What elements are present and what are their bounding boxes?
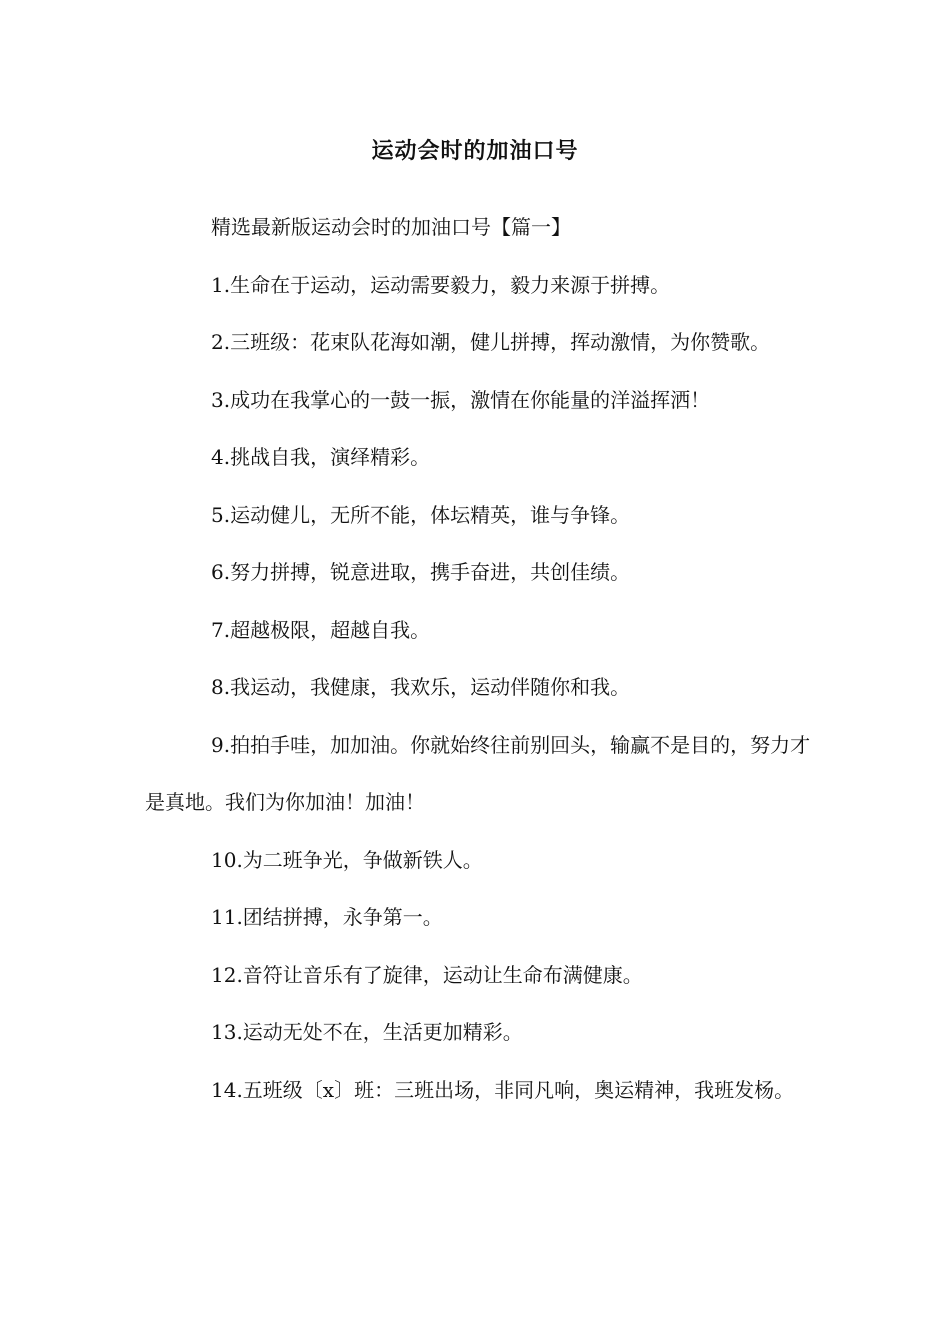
slogan-item: 11.团结拼搏，永争第一。 — [211, 905, 443, 929]
slogan-item: 12.音符让音乐有了旋律，运动让生命布满健康。 — [211, 962, 643, 987]
slogan-item: 13.运动无处不在，生活更加精彩。 — [211, 1020, 523, 1044]
slogan-item: 14.五班级〔x〕班：三班出场，非同凡响，奥运精神，我班发杨。 — [211, 1077, 795, 1102]
slogan-item: 9.拍拍手哇，加加油。你就始终往前别回头，输赢不是目的，努力才是真地。我们为你加油！加油！ — [145, 732, 811, 814]
document-title: 运动会时的加油口号 — [371, 138, 579, 164]
slogan-item: 6.努力拼搏，锐意进取，携手奋进，共创佳绩。 — [211, 560, 631, 584]
slogan-item: 8.我运动，我健康，我欢乐，运动伴随你和我。 — [211, 675, 631, 699]
section-heading: 精选最新版运动会时的加油口号【篇一】 — [211, 215, 571, 239]
slogan-item: 10.为二班争光，争做新铁人。 — [211, 847, 483, 872]
slogan-item: 1.生命在于运动，运动需要毅力，毅力来源于拼搏。 — [211, 272, 671, 297]
slogan-item: 2.三班级：花束队花海如潮，健儿拼搏，挥动激情，为你赞歌。 — [211, 330, 771, 354]
slogan-item: 7.超越极限，超越自我。 — [211, 617, 431, 642]
slogan-item: 4.挑战自我，演绎精彩。 — [211, 445, 431, 469]
slogan-item: 5.运动健儿，无所不能，体坛精英，谁与争锋。 — [211, 502, 631, 527]
slogan-item: 3.成功在我掌心的一鼓一振，激情在你能量的洋溢挥洒！ — [211, 387, 711, 412]
document-body — [145, 199, 820, 1119]
